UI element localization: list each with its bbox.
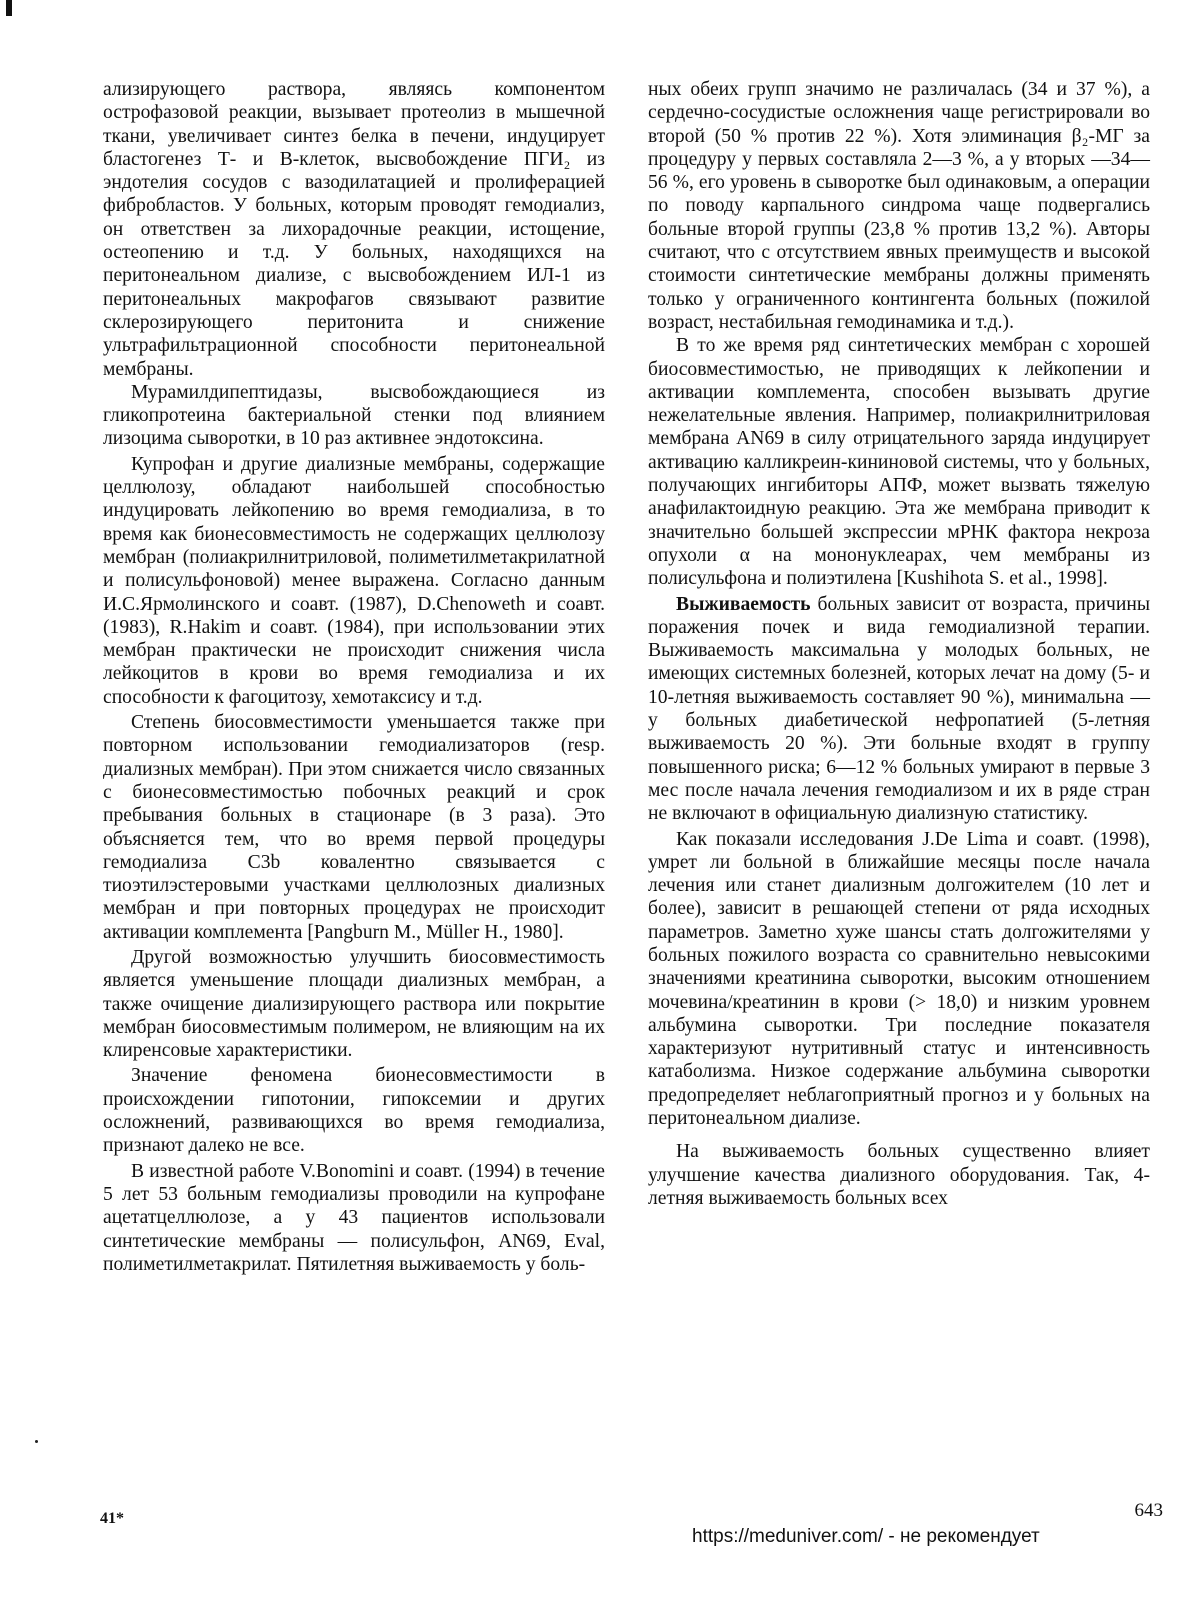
paragraph: Степень биосовместимости уменьшается также при повторном использовании гемодиализаторов (resp. диализных мембран). При этом снижается число связанных с бионесовместимостью побочных реакций и срок пребывания больных в стационаре (в 3 раза). Это объясняется тем, что во время первой процедуры гемодиализа C3b ковалентно связывается с тиоэтилэстеровыми участками целлюлозных диализных мембран и при повторных процедурах не происходит активации комплемента [Pangburn M., Müller H., 1980]. — [103, 712, 605, 943]
page-number: 643 — [1134, 1500, 1163, 1521]
paragraph: Купрофан и другие диализные мембраны, содержащие целлюлозу, обладают наибольшей способностью индуцировать лейкопению во время гемодиализа, в то время как бионесовместимость не содержащих целлюлозу мембран (полиакрилнитриловой, полиметилметакрилатной и полисульфоновой) менее выражена. Согласно данным И.С.Ярмолинского и соавт. (1987), D.Chenoweth и соавт. (1983), R.Hakim и соавт. (1984), при использовании этих мембран практически не происходит снижения числа лейкоцитов в крови во время гемодиализа и их способности к фагоцитозу, хемотаксису и т.д. — [103, 453, 605, 708]
signature-mark: 41* — [100, 1510, 124, 1527]
scan-speck — [35, 1440, 38, 1443]
paragraph-text: больных зависит от возраста, причины поражения почек и вида гемодиализной терапии. Выживаемость максимальна у молодых больных, не имеющих системных болезней, которых лечат на дому (5- и 10-летняя выживаемость составляет 90 %), минимальна — у больных диабетической нефропатией (5-летняя выживаемость 20 %). Эти больные входят в группу повышенного риска; 6—12 % больных умирают в первые 3 мес после начала лечения гемодиализом и их в ряде стран не включают в официальную диализную статистику. — [648, 593, 1150, 825]
section-term: Выживаемость — [676, 593, 811, 615]
paragraph: ных обеих групп значимо не различалась (34 и 37 %), а сердечно-сосудистые осложнения чаще регистрировали во второй (50 % против 22 %). Хотя элиминация β₂-МГ за процедуру у первых составляла 2—3 %, а у вторых —34—56 %, его уровень в сыворотке был одинаковым, а операции по поводу карпального синдрома чаще подвергались больные второй группы (23,8 % против 13,2 %). Авторы считают, что с отсутствием явных преимуществ и высокой стоимости синтетические мембраны должны применять только у ограниченного контингента больных (пожилой возраст, нестабильная гемодинамика и т.д.). — [648, 79, 1150, 333]
paragraph: Другой возможностью улучшить биосовместимость является уменьшение площади диализных мембран, а также очищение диализирующего раствора или покрытие мембран биосовместимым полимером, не влияющим на их клиренсовые характеристики. — [103, 946, 605, 1062]
paragraph: Мурамилдипептидазы, высвобождающиеся из гликопротеина бактериальной стенки под влиянием лизоцима сыворотки, в 10 раз активнее эндотоксина. — [103, 381, 605, 450]
paragraph: Как показали исследования J.De Lima и соавт. (1998), умрет ли больной в ближайшие месяцы после начала лечения или станет диализным долгожителем (10 лет и более), зависит в решающей степени от ряда исходных параметров. Заметно хуже шансы стать долгожителями у больных пожилого возраста со сравнительно невысокими значениями креатинина сыворотки, высоким отношением мочевина/креатинин в крови (> 18,0) и низким уровнем альбумина сыворотки. Три последние показателя характеризуют нутритивный статус и интенсивность катаболизма. Низкое содержание альбумина сыворотки предопределяет неблагоприятный прогноз и у больных на перитонеальном диализе. — [648, 828, 1150, 1130]
right-column — [648, 78, 1150, 1210]
paragraph: Значение феномена бионесовместимости в происхождении гипотонии, гипоксемии и других осложнений, развивающихся во время гемодиализа, признают далеко не все. — [103, 1065, 605, 1157]
scan-corner-mark — [6, 0, 12, 16]
source-watermark: https://meduniver.com/ - не рекомендует — [692, 1526, 1040, 1547]
paragraph — [648, 593, 1150, 826]
paragraph: На выживаемость больных существенно влияет улучшение качества диализного оборудования. Так, 4-летняя выживаемость больных всех — [648, 1141, 1150, 1209]
left-column — [103, 78, 605, 1276]
paragraph: В известной работе V.Bonomini и соавт. (1994) в течение 5 лет 53 больным гемодиализы проводили на купрофане ацетатцеллюлозе, а у 43 пациентов использовали синтетические мембраны — полисульфон, AN69, Eval, полиметилметакрилат. Пятилетняя выживаемость у боль- — [103, 1160, 605, 1275]
paragraph: ализирующего раствора, являясь компонентом острофазовой реакции, вызывает протеолиз в мышечной ткани, увеличивает синтез белка в печени, индуцирует бластогенез Т- и В-клеток, высвобождение ПГИ₂ из эндотелия сосудов с вазодилатацией и пролиферацией фибробластов. У больных, которым проводят гемодиализ, он ответствен за лихорадочные реакции, истощение, остеопению и т.д. У больных, находящихся на перитонеальном диализе, с высвобождением ИЛ-1 из перитонеальных макрофагов связывают развитие склерозирующего перитонита и снижение ультрафильтрационной способности перитонеальной мембраны. — [103, 79, 605, 380]
paragraph: В то же время ряд синтетических мембран с хорошей биосовместимостью, не приводящих к лейкопении и активации комплемента, способен вызывать другие нежелательные явления. Например, полиакрилнитриловая мембрана AN69 в силу отрицательного заряда индуцирует активацию калликреин-кининовой системы, что у больных, получающих ингибиторы АПФ, может вызвать тяжелую анафилактоидную реакцию. Эта же мембрана приводит к значительно большей экспрессии мРНК фактора некроза опухоли α на мононуклеарах, чем мембраны из полисульфона и полиэтилена [Kushihota S. et al., 1998]. — [648, 335, 1150, 590]
